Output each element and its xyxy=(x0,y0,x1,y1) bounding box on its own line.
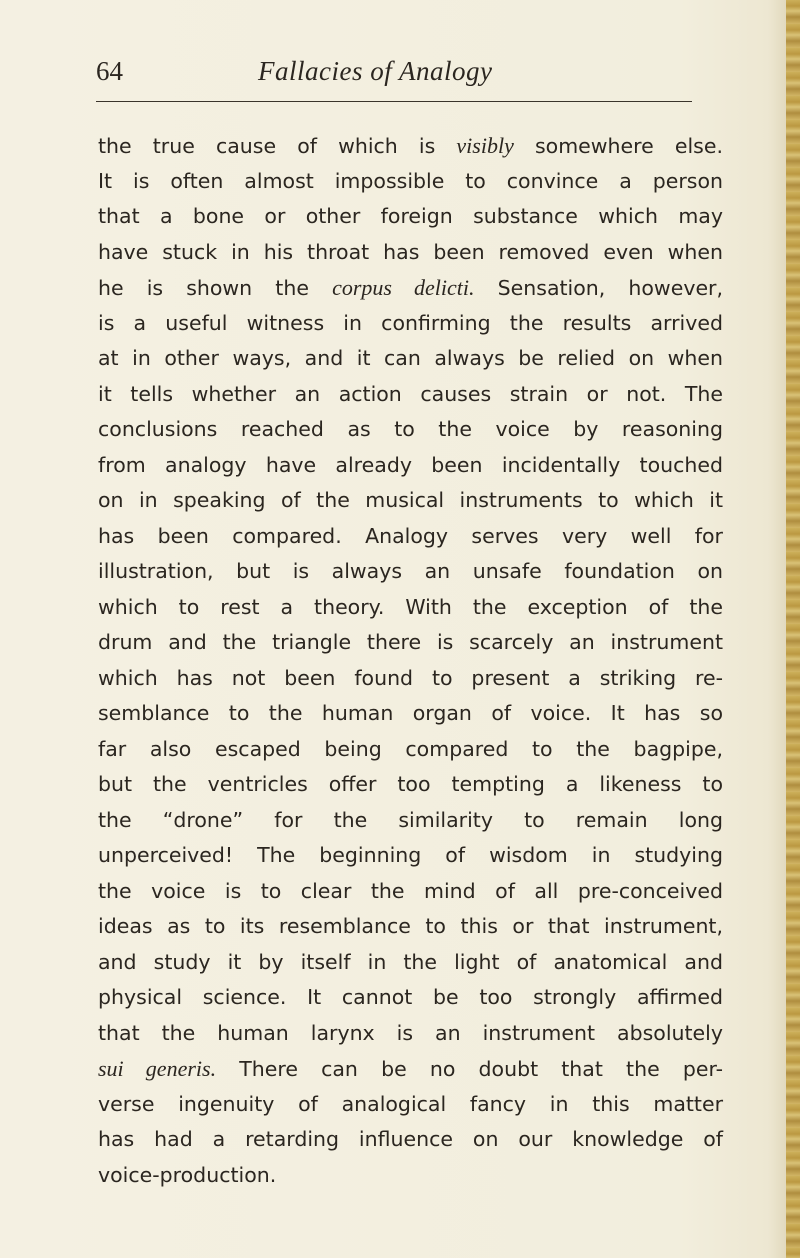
text-segment: and study it by itself in the light of anatomical and xyxy=(98,949,723,974)
text-line xyxy=(98,625,723,661)
text-segment: but the ventricles offer too tempting a likeness to xyxy=(98,772,723,796)
text-segment: the “drone” for the similarity to remain long xyxy=(98,807,723,832)
page-number: 64 xyxy=(96,56,123,86)
text-segment: semblance to the human organ of voice. It has so xyxy=(98,701,723,725)
text-line xyxy=(98,945,723,981)
text-segment: it tells whether an action causes strain or not. The xyxy=(98,381,723,406)
text-line xyxy=(98,128,723,164)
text-segment: conclusions reached as to the voice by reasoning xyxy=(98,417,723,441)
text-segment: illustration, but is always an unsafe foundation on xyxy=(98,559,723,583)
text-line xyxy=(98,483,723,519)
text-line xyxy=(98,1016,723,1052)
text-line xyxy=(98,377,723,413)
text-line xyxy=(98,590,723,626)
text-segment: the voice is to clear the mind of all pre-conceived xyxy=(98,878,723,903)
text-segment: There can be no doubt that the per- xyxy=(216,1057,723,1081)
text-segment: from analogy have already been incidentally touched xyxy=(98,452,723,477)
text-segment: physical science. It cannot be too strongly affirmed xyxy=(98,985,723,1009)
text-segment: have stuck in his throat has been removed even when xyxy=(98,239,723,264)
text-segment: has been compared. Analogy serves very well for xyxy=(98,523,723,548)
italic-text: sui generis. xyxy=(98,1056,217,1081)
text-line xyxy=(98,1051,723,1087)
text-segment: he is shown the xyxy=(98,276,333,300)
text-segment: It is often almost impossible to convince a person xyxy=(98,168,723,193)
text-segment: is a useful witness in confirming the results arrived xyxy=(98,310,723,335)
text-segment: far also escaped being compared to the bagpipe, xyxy=(98,736,723,761)
text-line xyxy=(98,164,723,200)
page-header xyxy=(96,56,692,96)
text-line xyxy=(98,1122,723,1158)
text-line xyxy=(98,803,723,839)
text-line xyxy=(98,980,723,1016)
text-segment: unperceived! The beginning of wisdom in studying xyxy=(98,843,723,867)
text-segment: which has not been found to present a striking re- xyxy=(98,665,723,690)
text-segment: Sensation, however, xyxy=(474,276,724,300)
running-title: Fallacies of Analogy xyxy=(258,56,493,86)
text-line xyxy=(98,306,723,342)
text-line xyxy=(98,696,723,732)
text-line xyxy=(98,767,723,803)
text-segment: that the human larynx is an instrument absolutely xyxy=(98,1020,723,1045)
text-segment: at in other ways, and it can always be relied on when xyxy=(98,346,723,370)
text-segment: somewhere else. xyxy=(513,134,723,158)
text-line xyxy=(98,909,723,945)
text-line xyxy=(98,270,723,306)
text-line xyxy=(98,661,723,697)
text-line xyxy=(98,448,723,484)
text-segment: drum and the triangle there is scarcely an instrument xyxy=(98,630,723,654)
text-line xyxy=(98,874,723,910)
text-segment: which to rest a theory. With the exception of the xyxy=(98,594,723,619)
text-line xyxy=(98,732,723,768)
text-line xyxy=(98,519,723,555)
header-rule xyxy=(96,101,692,102)
page-edge xyxy=(786,0,800,1258)
text-line xyxy=(98,838,723,874)
text-segment: verse ingenuity of analogical fancy in this matter xyxy=(98,1091,723,1116)
text-line xyxy=(98,341,723,377)
text-segment: voice-production. xyxy=(98,1162,277,1187)
text-segment: on in speaking of the musical instruments to which it xyxy=(98,488,723,512)
text-segment: has had a retarding influence on our knowledge of xyxy=(98,1127,723,1151)
italic-text: corpus delicti. xyxy=(332,275,475,300)
text-line xyxy=(98,412,723,448)
text-line xyxy=(98,1087,723,1123)
text-line xyxy=(98,554,723,590)
text-segment: ideas as to its resemblance to this or that instrument, xyxy=(98,914,723,938)
text-segment: that a bone or other foreign substance which may xyxy=(98,204,723,228)
body-text xyxy=(98,128,723,1193)
italic-text: visibly xyxy=(456,133,514,158)
text-segment: the true cause of which is xyxy=(98,134,457,158)
text-line xyxy=(98,235,723,271)
text-line xyxy=(98,199,723,235)
text-line xyxy=(98,1158,723,1194)
